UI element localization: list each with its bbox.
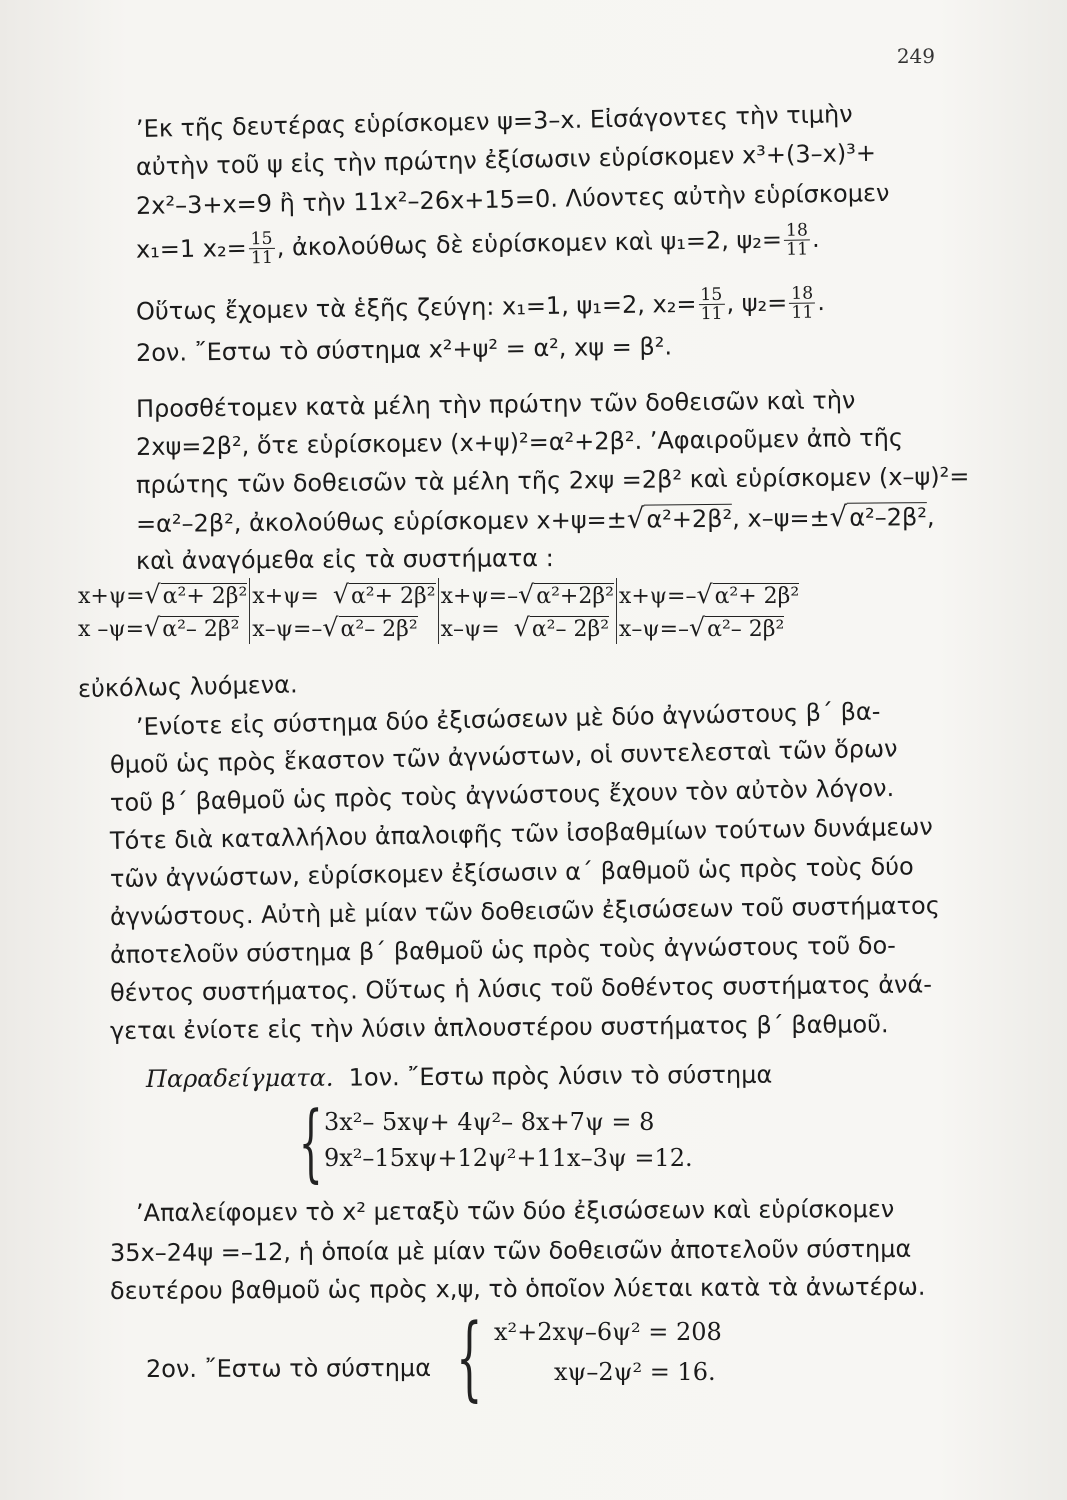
systems-table — [76, 578, 801, 644]
equation: xψ–2ψ² = 16. — [554, 1358, 716, 1386]
text-segment: 1ον. ῎Εστω πρὸς λύσιν τὸ σύστημα — [348, 1060, 773, 1092]
text-line: Τότε διὰ καταλλήλου ἀπαλοιφῆς τῶν ἰσοβαθμίων τούτων δυνάμεων — [109, 812, 933, 855]
sqrt-symbol: √ — [829, 499, 848, 533]
equation: 3x²– 5xψ+ 4ψ²– 8x+7ψ = 8 — [324, 1108, 655, 1136]
system-cell: x–ψ=–√α²– 2β² — [250, 611, 438, 644]
brace-icon: { — [298, 1093, 323, 1191]
fraction-15-11 — [698, 286, 725, 324]
text-line: ἀποτελοῦν σύστημα β΄ βαθμοῦ ὡς πρὸς τοὺς ἀγνώστους τοῦ δο- — [109, 931, 897, 969]
text-segment: Οὕτως ἔχομεν τὰ ἑξῆς ζεύγη: x₁=1, ψ₁=2, x₂= — [135, 289, 697, 326]
text-line: εὐκόλως λυόμενα. — [77, 670, 298, 703]
text-line: ἀγνώστους. Αὐτὴ μὲ μίαν τῶν δοθεισῶν ἐξισώσεων τοῦ συστήματος — [109, 891, 941, 931]
system-cell: x+ψ=–√α²+ 2β² — [618, 580, 800, 609]
equation: 9x²–15xψ+12ψ²+11x–3ψ =12. — [324, 1144, 693, 1172]
text-segment: , ψ₂= — [726, 288, 788, 318]
text-segment: , x–ψ=± — [732, 503, 830, 533]
text-line: καὶ ἀναγόμεθα εἰς τὰ συστήματα : — [135, 544, 554, 575]
text-line: ’Απαλείφομεν τὸ x² μεταξὺ τῶν δύο ἐξισώσεων καὶ εὑρίσκομεν — [135, 1195, 895, 1227]
text-line: γεται ἐνίοτε εἰς τὴν λύσιν ἁπλουστέρου συστήματος β΄ βαθμοῦ. — [109, 1010, 889, 1045]
brace-icon: { — [456, 1304, 483, 1411]
fraction-18-11 — [784, 221, 811, 259]
systems-row — [76, 578, 801, 611]
page-number: 249 — [896, 44, 935, 68]
text-line: θμοῦ ὡς πρὸς ἕκαστον τῶν ἀγνώστων, οἱ συντελεσταὶ τῶν ὅρων — [109, 734, 898, 779]
text-line: =α²–2β², ἀκολούθως εὑρίσκομεν x+ψ=±√α²+2β², x–ψ=±√α²–2β², — [135, 499, 935, 538]
system-cell: x+ψ= √α²+ 2β² — [250, 578, 438, 611]
fraction-denominator: 11 — [791, 302, 814, 323]
text-line: θέντος συστήματος. Οὕτως ἡ λύσις τοῦ δοθέντος συστήματος ἀνά- — [109, 970, 933, 1007]
fraction-numerator: 18 — [784, 221, 810, 241]
examples-heading: Παραδείγματα. — [145, 1063, 334, 1093]
text-line: 35x–24ψ =–12, ἡ ὁποία μὲ μίαν τῶν δοθεισῶν ἀποτελοῦν σύστημα — [109, 1234, 912, 1267]
text-line: τοῦ β΄ βαθμοῦ ὡς πρὸς τοὺς ἀγνώστους ἔχουν τὸν αὐτὸν λόγον. — [109, 773, 895, 817]
text-segment: , ἀκολούθως δὲ εὑρίσκομεν καὶ ψ₁=2, ψ₂= — [276, 225, 783, 262]
fraction-numerator: 15 — [248, 230, 274, 250]
fraction-denominator: 11 — [700, 303, 723, 325]
text-line: τῶν ἀγνώστων, εὑρίσκομεν ἐξίσωσιν α΄ βαθμοῦ ὡς πρὸς τοὺς δύο — [109, 852, 914, 893]
fraction-numerator: 18 — [789, 285, 815, 305]
radicand: α²+2β² — [644, 504, 732, 534]
systems-row — [76, 611, 801, 644]
fraction-denominator: 11 — [786, 239, 809, 260]
fraction-15-11 — [248, 230, 275, 268]
text-line: δευτέρου βαθμοῦ ὡς πρὸς x,ψ, τὸ ὁποῖον λύεται κατὰ τὰ ἀνωτέρω. — [109, 1272, 926, 1305]
equation: x²+2xψ–6ψ² = 208 — [494, 1318, 722, 1346]
sqrt-symbol: √ — [626, 501, 645, 535]
text-line: 2ον. ῎Εστω τὸ σύστημα — [145, 1354, 432, 1383]
text-line: 2xψ=2β², ὅτε εὑρίσκομεν (x+ψ)²=α²+2β². ’Αφαιροῦμεν ἀπὸ τῆς — [135, 423, 904, 461]
text-line: αὐτὴν τοῦ ψ εἰς τὴν πρώτην ἐξίσωσιν εὑρίσκομεν x³+(3–x)³+ — [135, 138, 877, 181]
system-cell: x–ψ= √α²– 2β² — [438, 611, 616, 644]
system-cell: x–ψ=–√α²– 2β² — [618, 613, 785, 642]
text-line — [146, 1056, 946, 1096]
fraction-18-11 — [789, 285, 816, 323]
text-line: ’Εκ τῆς δευτέρας εὑρίσκομεν ψ=3–x. Εἰσάγοντες τὴν τιμὴν — [135, 99, 853, 143]
system-cell: x+ψ=√α²+ 2β² — [76, 578, 250, 611]
text-segment: =α²–2β², ἀκολούθως εὑρίσκομεν x+ψ=± — [135, 505, 627, 538]
text-line: Οὕτως ἔχομεν τὰ ἑξῆς ζεύγη: x₁=1, ψ₁=2, x₂= $\frac{15}{11}$ , ψ₂= $\frac{18}{11}$ . — [135, 283, 826, 326]
text-line: πρώτης τῶν δοθεισῶν τὰ μέλη τῆς 2xψ =2β² καὶ εὑρίσκομεν (x–ψ)²= — [135, 462, 970, 499]
radicand: α²–2β² — [847, 502, 927, 532]
text-line: ’Ενίοτε εἰς σύστημα δύο ἐξισώσεων μὲ δύο ἀγνώστους β΄ βα- — [135, 697, 881, 741]
text-line: Προσθέτομεν κατὰ μέλη τὴν πρώτην τῶν δοθεισῶν καὶ τὴν — [135, 386, 856, 423]
system-cell: x+ψ=–√α²+2β² — [438, 578, 616, 611]
text-segment: x₁=1 x₂= — [135, 233, 247, 264]
text-line: 2ον. ῎Εστω τὸ σύστημα x²+ψ² = α², xψ = β². — [135, 332, 673, 367]
fraction-numerator: 15 — [698, 286, 724, 306]
text-line: x₁=1 x₂= $\frac{15}{11}$ , ἀκολούθως δὲ εὑρίσκομεν καὶ ψ₁=2, ψ₂= $\frac{18}{11}$ . — [135, 220, 820, 269]
text-line: 2x²–3+x=9 ἢ τὴν 11x²–26x+15=0. Λύοντες αὐτὴν εὑρίσκομεν — [135, 178, 890, 220]
system-cell: x –ψ=√α²– 2β² — [76, 611, 250, 644]
fraction-denominator: 11 — [250, 247, 274, 269]
